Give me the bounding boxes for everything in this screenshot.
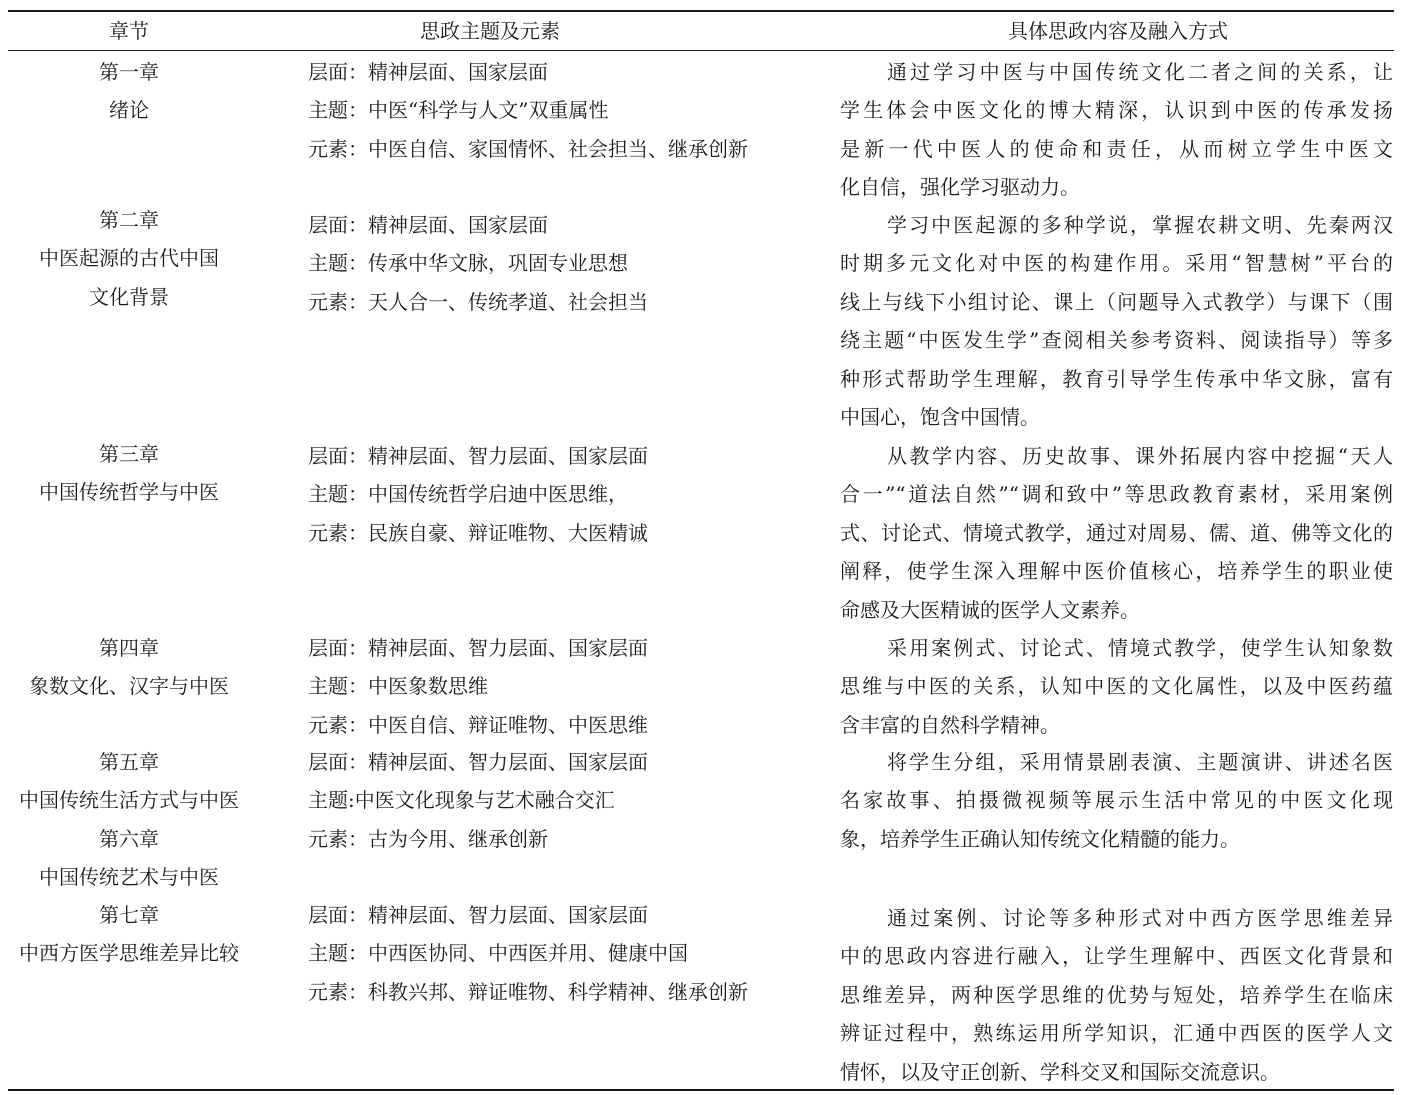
- content-cell-line: 思维差异，两种医学思维的优势与短处，培养学生在临床: [840, 982, 1393, 1007]
- content-cell-line: 通过学习中医与中国传统文化二者之间的关系，让: [887, 60, 1393, 84]
- element-cell-line: 元素：古为今用、继承创新: [308, 826, 548, 851]
- chapter-cell-line: 第六章: [99, 826, 159, 851]
- content-cell-line: 阐释，使学生深入理解中医价值核心，培养学生的职业使: [840, 559, 1393, 584]
- content-cell-line: 将学生分组，采用情景剧表演、主题演讲、讲述名医: [887, 750, 1393, 774]
- element-cell-line: 主题：中医“科学与人文”双重属性: [308, 98, 609, 123]
- content-cell-line: 式、讨论式、情境式教学，通过对周易、儒、道、佛等文化的: [840, 520, 1393, 545]
- chapter-cell-line: 文化背景: [89, 284, 169, 309]
- content-cell-line: 学习中医起源的多种学说，掌握农耕文明、先秦两汉: [887, 213, 1393, 237]
- element-cell-line: 主题：中西医协同、中西医并用、健康中国: [308, 941, 688, 966]
- chapter-cell-line: 第三章: [99, 442, 159, 466]
- content-cell-line: 辨证过程中，熟练运用所学知识，汇通中西医的医学人文: [840, 1021, 1393, 1046]
- content-cell-line: 是新一代中医人的使命和责任，从而树立学生中医文: [840, 136, 1393, 161]
- table-top-rule: [8, 10, 1394, 12]
- element-cell-line: 元素：民族自豪、辩证唯物、大医精诚: [308, 520, 648, 545]
- chapter-cell-line: 中西方医学思维差异比较: [19, 941, 239, 966]
- table-header-rule: [8, 50, 1394, 51]
- header-chapter: 章节: [109, 19, 149, 43]
- content-cell-line: 通过案例、讨论等多种形式对中西方医学思维差异: [887, 906, 1393, 930]
- content-cell-line: 名家故事、拍摄微视频等展示生活中常见的中医文化现: [840, 788, 1393, 813]
- element-cell-line: 元素：天人合一、传统孝道、社会担当: [308, 289, 648, 314]
- content-cell-line: 绕主题“中医发生学”查阅相关参考资料、阅读指导）等多: [840, 328, 1393, 353]
- element-cell-line: 层面：精神层面、智力层面、国家层面: [308, 636, 648, 660]
- element-cell-line: 元素：中医自信、辩证唯物、中医思维: [308, 712, 648, 737]
- chapter-cell-line: 第一章: [99, 60, 159, 84]
- content-cell-line: 情怀，以及守正创新、学科交叉和国际交流意识。: [840, 1059, 1280, 1084]
- chapter-cell-line: 中国传统哲学与中医: [39, 480, 219, 505]
- chapter-cell-line: 中国传统艺术与中医: [39, 865, 219, 890]
- element-cell-line: 层面：精神层面、智力层面、国家层面: [308, 444, 648, 468]
- header-content: 具体思政内容及融入方式: [1008, 19, 1228, 43]
- element-cell-line: 主题:中医文化现象与艺术融合交汇: [308, 788, 615, 813]
- element-cell-line: 主题：中医象数思维: [308, 674, 488, 699]
- chapter-cell-line: 第二章: [99, 208, 159, 232]
- element-cell-line: 层面：精神层面、国家层面: [308, 213, 548, 237]
- table-bottom-rule: [8, 1089, 1394, 1091]
- element-cell-line: 元素：科教兴邦、辩证唯物、科学精神、继承创新: [308, 979, 748, 1004]
- content-cell-line: 线上与线下小组讨论、课上（问题导入式教学）与课下（围: [840, 289, 1393, 314]
- content-cell-line: 学生体会中医文化的博大精深，认识到中医的传承发扬: [840, 98, 1393, 123]
- content-cell-line: 采用案例式、讨论式、情境式教学，使学生认知象数: [887, 636, 1393, 660]
- content-cell-line: 中的思政内容进行融入，让学生理解中、西医文化背景和: [840, 944, 1393, 969]
- element-cell-line: 主题：中国传统哲学启迪中医思维，: [308, 482, 628, 507]
- element-cell-line: 元素：中医自信、家国情怀、社会担当、继承创新: [308, 136, 748, 161]
- content-cell-line: 从教学内容、历史故事、课外拓展内容中挖掘“天人: [887, 444, 1393, 468]
- content-cell-line: 合一”“道法自然”“调和致中”等思政教育素材，采用案例: [840, 482, 1393, 507]
- content-cell-line: 含丰富的自然科学精神。: [840, 712, 1060, 737]
- chapter-cell-line: 中国传统生活方式与中医: [19, 788, 239, 813]
- content-cell-line: 命感及大医精诚的医学人文素养。: [840, 597, 1140, 622]
- content-cell-line: 化自信，强化学习驱动力。: [840, 175, 1080, 200]
- content-cell-line: 种形式帮助学生理解，教育引导学生传承中华文脉，富有: [840, 366, 1393, 391]
- element-cell-line: 层面：精神层面、国家层面: [308, 60, 548, 84]
- chapter-cell-line: 绪论: [109, 98, 149, 123]
- chapter-cell-line: 第七章: [99, 903, 159, 927]
- element-cell-line: 层面：精神层面、智力层面、国家层面: [308, 750, 648, 774]
- header-elements: 思政主题及元素: [420, 19, 560, 43]
- element-cell-line: 层面：精神层面、智力层面、国家层面: [308, 903, 648, 927]
- content-cell-line: 象，培养学生正确认知传统文化精髓的能力。: [840, 826, 1240, 851]
- content-cell-line: 思维与中医的关系，认知中医的文化属性，以及中医药蕴: [840, 674, 1393, 699]
- content-cell-line: 中国心，饱含中国情。: [840, 405, 1040, 429]
- content-cell-line: 时期多元文化对中医的构建作用。采用“智慧树”平台的: [840, 251, 1393, 276]
- chapter-cell-line: 第四章: [99, 636, 159, 660]
- element-cell-line: 主题：传承中华文脉，巩固专业思想: [308, 251, 628, 276]
- chapter-cell-line: 中医起源的古代中国: [39, 246, 219, 271]
- chapter-cell-line: 象数文化、汉字与中医: [29, 674, 229, 699]
- chapter-cell-line: 第五章: [99, 750, 159, 774]
